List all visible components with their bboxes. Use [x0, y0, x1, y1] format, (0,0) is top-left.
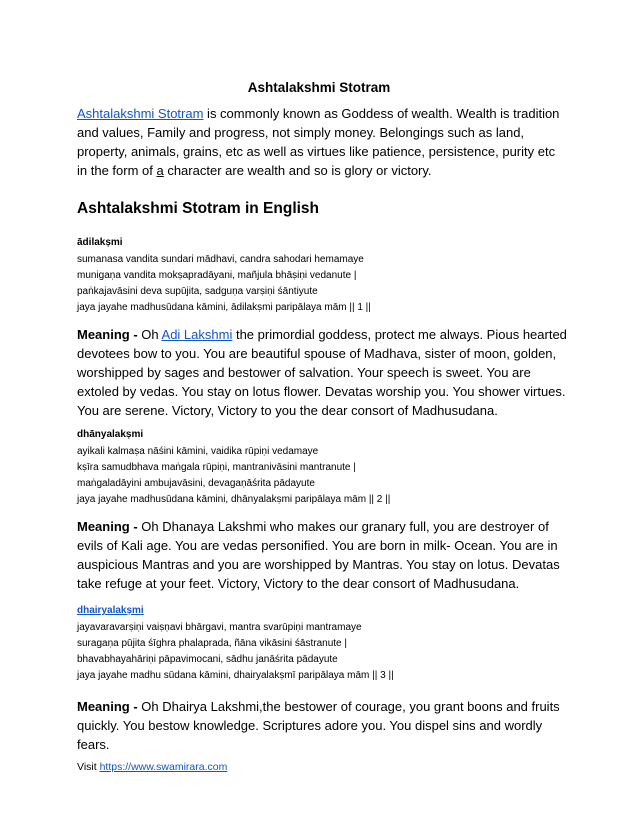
footer: [77, 760, 227, 774]
meaning-1: [77, 325, 567, 420]
verse-3-name[interactable]: [77, 604, 567, 620]
intro-underlined: a: [156, 163, 164, 178]
verse-2-name: dhānyalakṣmi: [77, 429, 144, 440]
meaning-3: [77, 697, 567, 754]
verse-line: jaya jayahe madhusūdana kāmini, dhānyalakṣmi paripālaya mām || 2 ||: [77, 494, 391, 505]
verse-1: [77, 236, 567, 316]
verse-line: suragaṇa pūjita śīghra phalaprada, ñāna vikāsini śāstranute |: [77, 638, 347, 649]
verse-line: paṅkajavāsini deva supūjita, sadguṇa varṣiṇi śāntiyute: [77, 286, 318, 297]
verse-line: sumanasa vandita sundari mādhavi, candra sahodari hemamaye: [77, 254, 364, 265]
verse-line: munigaṇa vandita mokṣapradāyani, mañjula bhāṣiṇi vedanute |: [77, 270, 357, 281]
meaning-label: Meaning -: [77, 519, 138, 534]
meaning-label: Meaning -: [77, 327, 138, 342]
verse-line: jayavaravarṣiṇi vaiṣṇavi bhārgavi, mantra svarūpiṇi mantramaye: [77, 622, 362, 633]
verse-line: maṅgaladāyini ambujavāsini, devagaṇāśrita pādayute: [77, 478, 315, 489]
meaning-2: [77, 517, 567, 593]
verse-1-name: ādilakṣmi: [77, 237, 123, 248]
meaning-text: Oh Dhairya Lakshmi,the bestower of courage, you grant boons and fruits quickly. You bestow knowledge. Scriptures adore you. You dispel sins and wordly fears.: [77, 699, 560, 752]
meaning-text: Oh Dhanaya Lakshmi who makes our granary full, you are destroyer of evils of Kali age. You are vedas personified. You are born in milk- Ocean. You are in auspicious Mantras and you are worshipped by Mantras. You stay on lotus. Devatas take refuge at your feet. Victory, Victory to the dear consort of Madhusudana.: [77, 519, 560, 591]
meaning-pre: Oh: [137, 327, 162, 342]
dhairyalakshmi-link[interactable]: dhairyalakṣmi: [77, 605, 144, 616]
page-title: Ashtalakshmi Stotram: [247, 80, 391, 95]
verse-line: jaya jayahe madhusūdana kāmini, ādilakṣmi paripālaya mām || 1 ||: [77, 302, 371, 313]
stotram-link[interactable]: Ashtalakshmi Stotram: [77, 106, 204, 121]
meaning-label: Meaning -: [77, 699, 138, 714]
verse-line: jaya jayahe madhu sūdana kāmini, dhairyalakṣmī paripālaya mām || 3 ||: [77, 670, 394, 681]
intro-text: is commonly known as Goddess of wealth. Wealth is tradition and values, Family and progress, not simply money. Belongings such as land, property, animals, grains, etc as well as virtues like patience, persistence, purity etc in the form of: [77, 106, 560, 178]
footer-link[interactable]: https://www.swamirara.com: [99, 761, 228, 773]
adi-lakshmi-link[interactable]: Adi Lakshmi: [161, 327, 233, 342]
verse-3: [77, 604, 567, 684]
intro-paragraph: [77, 104, 567, 180]
verse-2: [77, 428, 567, 508]
intro-text-end: character are wealth and so is glory or victory.: [163, 163, 432, 178]
meaning-text: the primordial goddess, protect me always. Pious hearted devotees bow to you. You are beautiful spouse of Madhava, sister of moon, golden, worshipped by sages and bestower of salvation. Your speech is sweet. You are extoled by vedas. You stay on lotus flower. Devatas worship you. You shower virtues. You are serene. Victory, Victory to you the dear consort of Madhusudana.: [77, 327, 567, 418]
verse-line: kṣīra samudbhava maṅgala rūpiṇi, mantranivāsini mantranute |: [77, 462, 356, 473]
section-heading: Ashtalakshmi Stotram in English: [77, 200, 320, 217]
verse-line: bhavabhayahāriṇi pāpavimocani, sādhu janāśrita pādayute: [77, 654, 338, 665]
footer-prefix: Visit: [77, 761, 100, 773]
verse-line: ayikali kalmaṣa nāśini kāmini, vaidika rūpiṇi vedamaye: [77, 446, 319, 457]
